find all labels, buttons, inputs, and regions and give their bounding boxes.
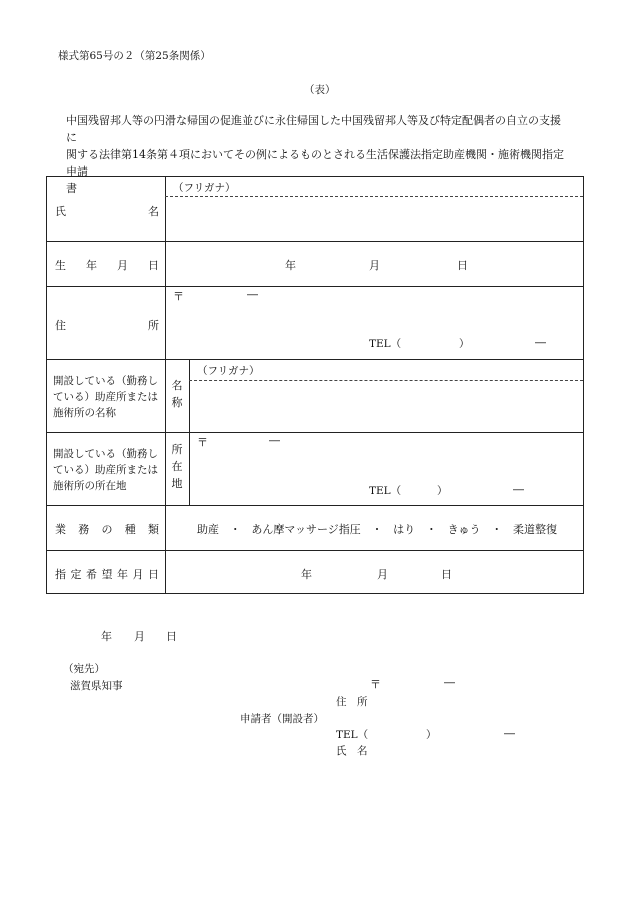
facility-location-label: 開設している（勤務している）助産所または施術所の所在地 (53, 448, 158, 492)
business-option[interactable]: きゅう (447, 523, 481, 536)
application-day-unit: 日 (166, 630, 177, 643)
dob-field[interactable] (167, 243, 581, 284)
name-furigana-label: （フリガナ） (173, 182, 236, 194)
facility-name-sub-label: 名 称 (171, 379, 183, 409)
address-tel-label: TEL（ (369, 338, 402, 350)
address-field[interactable] (167, 288, 581, 357)
dob-year-unit: 年 (285, 259, 296, 272)
facility-name-field[interactable] (191, 383, 581, 430)
form-side-label: （表） (304, 84, 336, 96)
desired-date-label: 指 定 希 望 年 月 日 (55, 568, 159, 581)
facility-tel-close: ） (437, 485, 448, 497)
business-option[interactable]: 柔道整復 (512, 523, 557, 536)
facility-tel-dash: ― (513, 483, 524, 496)
business-separator: ・ (491, 523, 503, 536)
name-field[interactable] (167, 199, 581, 239)
facility-postal-dash: ― (269, 434, 280, 447)
desired-day-unit: 日 (441, 568, 452, 581)
dob-month-unit: 月 (369, 259, 380, 272)
applicant-label: 申請者（開設者） (240, 713, 324, 725)
facility-furigana-label: （フリガナ） (197, 365, 260, 377)
business-option[interactable]: あん摩マッサージ指圧 (251, 523, 361, 536)
governor-label: 滋賀県知事 (70, 680, 123, 692)
dob-day-unit: 日 (457, 259, 468, 272)
applicant-postal-mark: 〒 (370, 678, 381, 691)
business-option[interactable]: はり (393, 523, 416, 536)
application-month-unit: 月 (134, 630, 145, 643)
business-type-label: 業 務 の 種 類 (55, 523, 159, 536)
facility-location-sub-label: 所 在 地 (171, 443, 183, 490)
facility-name-label: 開設している（勤務している）助産所または施術所の名称 (53, 375, 158, 419)
addressee-label: （宛先） (63, 663, 105, 675)
name-label: 氏 名 (55, 205, 159, 218)
application-year-unit: 年 (101, 630, 112, 643)
desired-month-unit: 月 (377, 568, 388, 581)
desired-date-field[interactable] (167, 552, 581, 592)
business-separator: ・ (425, 523, 437, 536)
form-number: 様式第65号の２（第25条関係） (58, 50, 211, 62)
applicant-tel-label: TEL（ (336, 729, 369, 741)
facility-location-field[interactable] (191, 434, 581, 503)
address-postal-mark: 〒 (173, 290, 184, 303)
form-title-line: 中国残留邦人等の円滑な帰国の促進並びに永住帰国した中国残留邦人等及び特定配偶者の自立の支援に (66, 114, 561, 144)
desired-year-unit: 年 (301, 568, 312, 581)
address-postal-dash: ― (247, 288, 258, 301)
address-tel-close: ） (459, 338, 470, 350)
application-table (46, 176, 584, 594)
applicant-tel-close: ） (426, 729, 437, 741)
address-tel-dash: ― (535, 336, 546, 349)
applicant-tel-dash: ― (504, 727, 515, 740)
applicant-address-label: 住 所 (336, 696, 368, 708)
form-title-line: 関する法律第14条第４項においてその例によるものとされる生活保護法指定助産機関・施術機関指定申請 (66, 148, 564, 178)
business-separator: ・ (229, 523, 241, 536)
address-label: 住 所 (55, 319, 159, 332)
business-option[interactable]: 助産 (197, 523, 219, 536)
business-type-options (197, 521, 557, 537)
facility-tel-label: TEL（ (369, 485, 402, 497)
facility-postal-mark: 〒 (197, 436, 208, 449)
business-separator: ・ (371, 523, 383, 536)
form-title-line: 書 (66, 182, 77, 195)
applicant-name-label: 氏 名 (336, 745, 368, 757)
applicant-postal-dash: ― (444, 676, 455, 689)
dob-label: 生 年 月 日 (55, 259, 159, 272)
